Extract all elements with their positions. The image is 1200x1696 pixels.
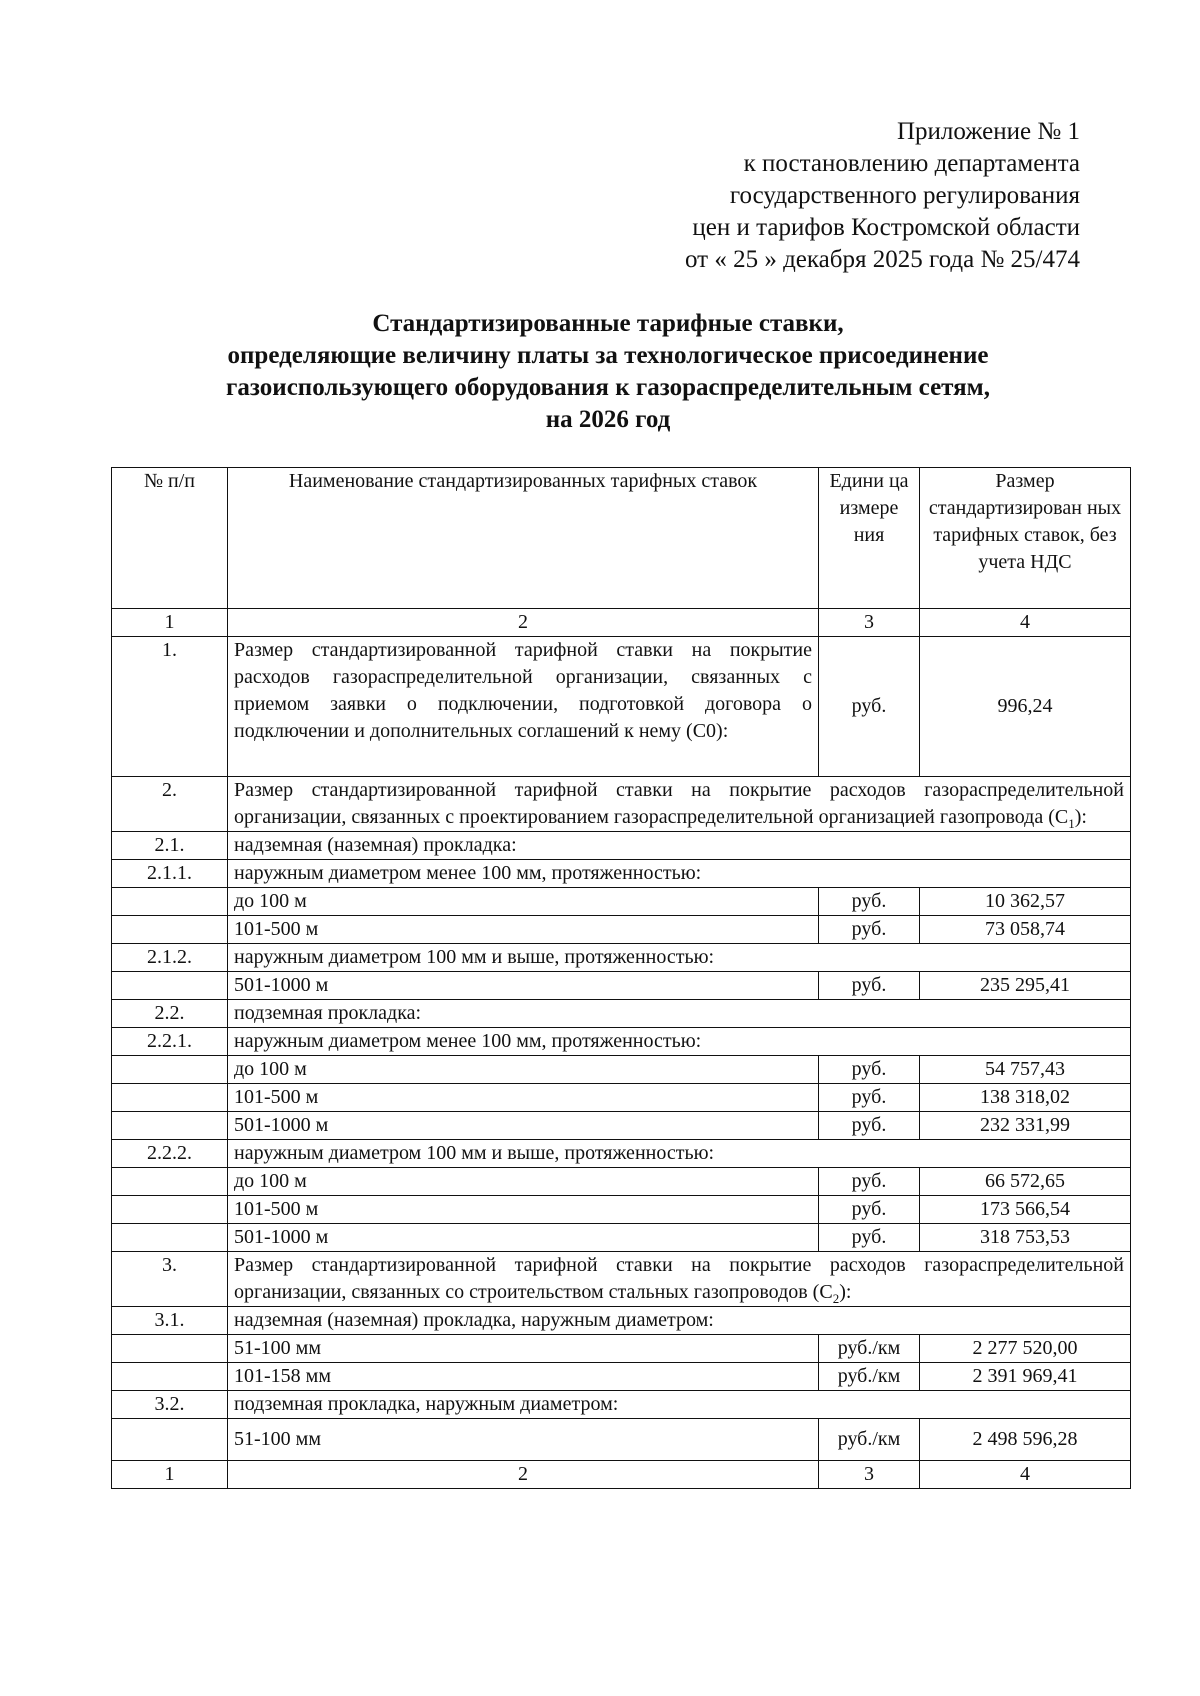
- row-unit: руб.: [819, 1056, 920, 1084]
- table-row: [112, 832, 1131, 860]
- row-num: 2.2.1.: [112, 1028, 228, 1056]
- row-value: 54 757,43: [920, 1056, 1131, 1084]
- row-value: 2 277 520,00: [920, 1335, 1131, 1363]
- row-name: надземная (наземная) прокладка:: [228, 832, 1131, 860]
- col-number: 2: [228, 1461, 819, 1489]
- table-row: [112, 1140, 1131, 1168]
- row-unit: руб.: [819, 1196, 920, 1224]
- row-num: 2.: [112, 777, 228, 832]
- row-num: 2.1.1.: [112, 860, 228, 888]
- row-value: 996,24: [920, 637, 1131, 777]
- row-name: 501-1000 м: [228, 1224, 819, 1252]
- row-num-empty: [112, 1224, 228, 1252]
- row-value: 138 318,02: [920, 1084, 1131, 1112]
- col-number: 4: [920, 609, 1131, 637]
- column-number-row: [112, 1461, 1131, 1489]
- row-name: 501-1000 м: [228, 1112, 819, 1140]
- row-unit: руб.: [819, 637, 920, 777]
- row-num-empty: [112, 916, 228, 944]
- row-name: до 100 м: [228, 1168, 819, 1196]
- col-number: 3: [819, 609, 920, 637]
- title-line: Стандартизированные тарифные ставки,: [372, 310, 844, 337]
- appendix-block: [560, 116, 1080, 276]
- row-unit: руб./км: [819, 1419, 920, 1461]
- row-name-tail: ):: [1074, 806, 1087, 828]
- row-unit: руб.: [819, 888, 920, 916]
- row-value: 173 566,54: [920, 1196, 1131, 1224]
- table-row: [112, 1252, 1131, 1307]
- subscript: 1: [1068, 816, 1075, 831]
- table-row: [112, 972, 1131, 1000]
- table-row: [112, 1168, 1131, 1196]
- table-row: [112, 1391, 1131, 1419]
- title-line: газоиспользующего оборудования к газораспределительным сетям,: [226, 374, 990, 401]
- table-row: [112, 1028, 1131, 1056]
- header-value: Размер стандартизирован ных тарифных ставок, без учета НДС: [920, 468, 1131, 609]
- row-name: подземная прокладка, наружным диаметром:: [228, 1391, 1131, 1419]
- row-name: 101-158 мм: [228, 1363, 819, 1391]
- row-name: наружным диаметром менее 100 мм, протяженностью:: [228, 860, 1131, 888]
- title-line: на 2026 год: [545, 406, 671, 433]
- table-row: [112, 1224, 1131, 1252]
- row-value: 10 362,57: [920, 888, 1131, 916]
- row-name: 101-500 м: [228, 1084, 819, 1112]
- row-name: наружным диаметром 100 мм и выше, протяженностью:: [228, 1140, 1131, 1168]
- header-name: Наименование стандартизированных тарифных ставок: [228, 468, 819, 609]
- row-num-empty: [112, 1168, 228, 1196]
- row-num: 2.1.2.: [112, 944, 228, 972]
- col-number: 2: [228, 609, 819, 637]
- table-row: [112, 637, 1131, 777]
- row-unit: руб.: [819, 972, 920, 1000]
- row-unit: руб.: [819, 1168, 920, 1196]
- row-name-tail: ):: [839, 1281, 852, 1303]
- row-num: 2.2.: [112, 1000, 228, 1028]
- row-num: 3.1.: [112, 1307, 228, 1335]
- row-name: подземная прокладка:: [228, 1000, 1131, 1028]
- table-row: [112, 888, 1131, 916]
- row-unit: руб.: [819, 1112, 920, 1140]
- row-value: 66 572,65: [920, 1168, 1131, 1196]
- row-name: Размер стандартизированной тарифной ставки на покрытие расходов газораспределительной организации, связанных с приемом заявки о подключении, подготовкой договора о подключении и дополнительных соглашений к нему (С0):: [228, 637, 819, 777]
- header-unit: Едини ца измере ния: [819, 468, 920, 609]
- row-name: до 100 м: [228, 888, 819, 916]
- row-num: 3.: [112, 1252, 228, 1307]
- table-row: [112, 860, 1131, 888]
- row-name: [228, 777, 1131, 832]
- header-num: № п/п: [112, 468, 228, 609]
- row-num-empty: [112, 1419, 228, 1461]
- row-num: 1.: [112, 637, 228, 777]
- row-name: до 100 м: [228, 1056, 819, 1084]
- row-unit: руб.: [819, 1224, 920, 1252]
- appendix-line: к постановлению департамента: [743, 150, 1080, 177]
- row-value: 232 331,99: [920, 1112, 1131, 1140]
- row-unit: руб./км: [819, 1335, 920, 1363]
- table-row: [112, 1419, 1131, 1461]
- table-row: [112, 1084, 1131, 1112]
- table-row: [112, 916, 1131, 944]
- appendix-line: цен и тарифов Костромской области: [692, 214, 1080, 241]
- table-row: [112, 1335, 1131, 1363]
- row-value: 2 391 969,41: [920, 1363, 1131, 1391]
- table-row: [112, 1000, 1131, 1028]
- row-name: надземная (наземная) прокладка, наружным диаметром:: [228, 1307, 1131, 1335]
- row-name: 501-1000 м: [228, 972, 819, 1000]
- column-number-row: [112, 609, 1131, 637]
- col-number: 4: [920, 1461, 1131, 1489]
- col-number: 1: [112, 1461, 228, 1489]
- appendix-line: государственного регулирования: [729, 182, 1080, 209]
- row-value: 318 753,53: [920, 1224, 1131, 1252]
- appendix-line: от « 25 » декабря 2025 года № 25/474: [684, 246, 1080, 273]
- subscript: 2: [832, 1291, 840, 1306]
- row-name-text: Размер стандартизированной тарифной ставки на покрытие расходов газораспределительной организации, связанных с проектированием газораспределительной организацией газопровода (С: [234, 779, 1124, 828]
- row-num: 2.1.: [112, 832, 228, 860]
- row-unit: руб.: [819, 1084, 920, 1112]
- row-num-empty: [112, 1363, 228, 1391]
- col-number: 3: [819, 1461, 920, 1489]
- table-row: [112, 1112, 1131, 1140]
- table-row: [112, 1056, 1131, 1084]
- document-title: [108, 308, 1108, 436]
- table-header-row: [112, 468, 1131, 609]
- row-name: наружным диаметром менее 100 мм, протяженностью:: [228, 1028, 1131, 1056]
- row-num: 2.2.2.: [112, 1140, 228, 1168]
- table-row: [112, 1307, 1131, 1335]
- row-unit: руб./км: [819, 1363, 920, 1391]
- appendix-line: Приложение № 1: [896, 118, 1080, 145]
- row-name: 51-100 мм: [228, 1419, 819, 1461]
- row-name: [228, 1252, 1131, 1307]
- row-name: наружным диаметром 100 мм и выше, протяженностью:: [228, 944, 1131, 972]
- col-number: 1: [112, 609, 228, 637]
- row-value: 235 295,41: [920, 972, 1131, 1000]
- row-num-empty: [112, 1196, 228, 1224]
- table-row: [112, 1196, 1131, 1224]
- row-name: 51-100 мм: [228, 1335, 819, 1363]
- table-row: [112, 777, 1131, 832]
- row-unit: руб.: [819, 916, 920, 944]
- table-row: [112, 1363, 1131, 1391]
- row-value: 2 498 596,28: [920, 1419, 1131, 1461]
- row-value: 73 058,74: [920, 916, 1131, 944]
- row-num-empty: [112, 1056, 228, 1084]
- row-num-empty: [112, 888, 228, 916]
- row-name: 101-500 м: [228, 916, 819, 944]
- tariff-rates-table: [111, 467, 1131, 1489]
- row-num-empty: [112, 1335, 228, 1363]
- title-line: определяющие величину платы за технологическое присоединение: [227, 342, 989, 369]
- row-num-empty: [112, 1112, 228, 1140]
- row-name-text: Размер стандартизированной тарифной ставки на покрытие расходов газораспределительной организации, связанных со строительством стальных газопроводов (С: [234, 1254, 1124, 1303]
- row-num-empty: [112, 1084, 228, 1112]
- row-num: 3.2.: [112, 1391, 228, 1419]
- row-num-empty: [112, 972, 228, 1000]
- table-row: [112, 944, 1131, 972]
- row-name: 101-500 м: [228, 1196, 819, 1224]
